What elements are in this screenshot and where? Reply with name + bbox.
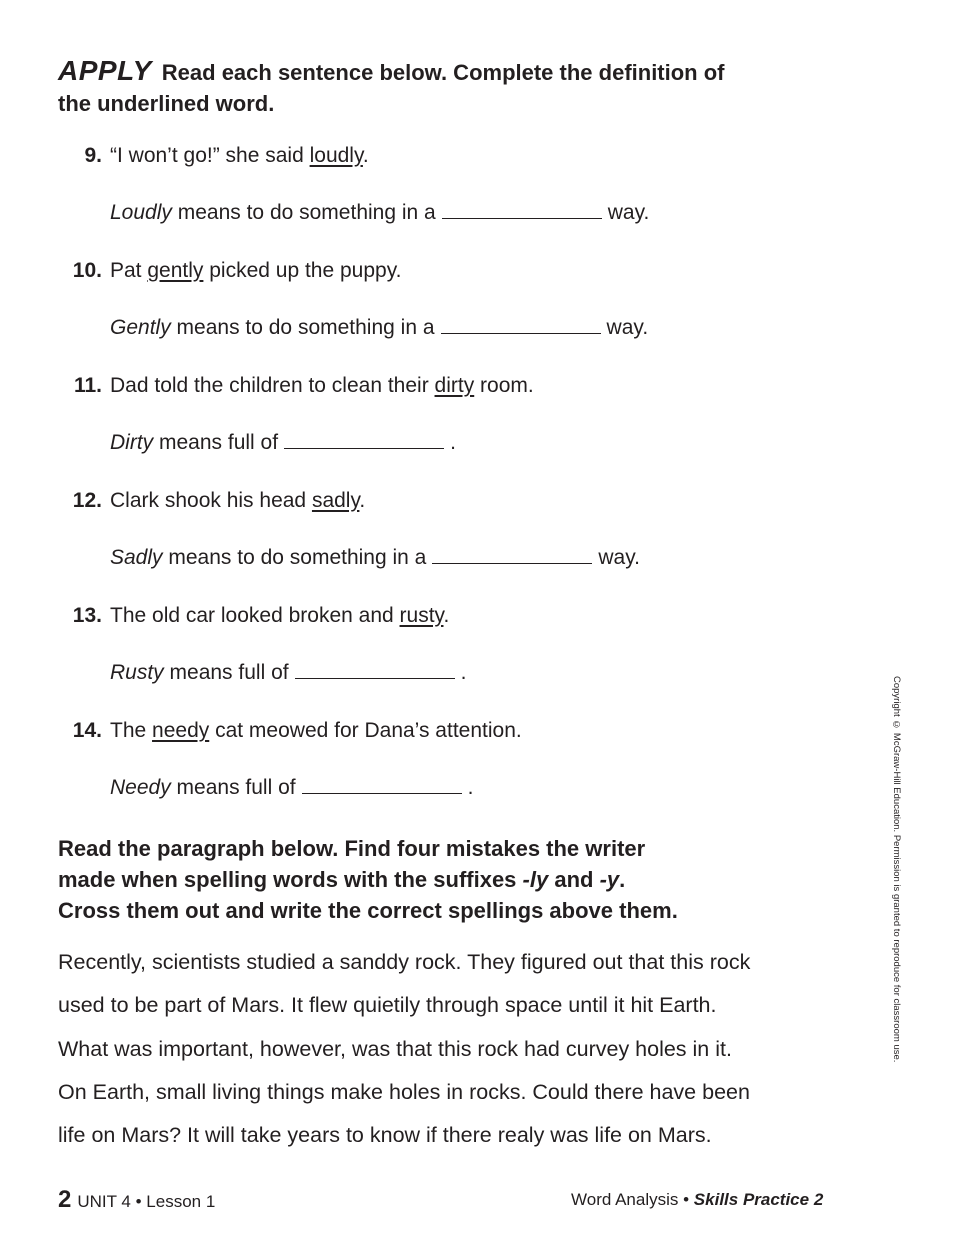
page-number: 2 [58, 1186, 72, 1213]
mars-paragraph [58, 941, 858, 1157]
underlined-word: gently [147, 259, 204, 282]
item-number: 11. [73, 374, 102, 397]
paragraph-line: Recently, scientists studied a sanddy rock. They figured out that this rock [58, 950, 751, 974]
definition-11: Dirty means full of . [110, 431, 456, 454]
apply-label: APPLY [58, 55, 152, 86]
sentence: Pat gently picked up the puppy. [110, 259, 402, 282]
footer-right: Word Analysis • Skills Practice 2 [571, 1190, 824, 1209]
sentence: The needy cat meowed for Dana’s attention. [110, 719, 522, 742]
definition-10: Gently means to do something in a way. [110, 316, 649, 339]
sentence: Dad told the children to clean their dirty room. [110, 374, 534, 397]
apply-instruction: Read each sentence below. Complete the definition of the underlined word. [58, 60, 725, 116]
unit-lesson: UNIT 4 • Lesson 1 [77, 1192, 216, 1211]
footer-left [58, 1186, 215, 1214]
item-number: 10. [72, 259, 102, 282]
underlined-word: rusty [399, 604, 444, 627]
item-number: 14. [72, 719, 102, 742]
copyright-notice: Copyright © McGraw-Hill Education. Permission is granted to reproduce for classroom use. [891, 676, 902, 1063]
answer-blank[interactable] [441, 319, 601, 334]
answer-blank[interactable] [302, 779, 462, 794]
underlined-word: dirty [434, 374, 475, 397]
paragraph-line: On Earth, small living things make holes in rocks. Could there have been [58, 1079, 750, 1104]
item-number: 12. [72, 489, 102, 512]
skills-practice-label: Skills Practice 2 [693, 1190, 824, 1209]
definition-12: Sadly means to do something in a way. [110, 546, 640, 569]
answer-blank[interactable] [432, 549, 592, 564]
definition-9: Loudly means to do something in a way. [110, 201, 650, 224]
suffix-ly: -ly [522, 867, 549, 892]
underlined-word: needy [152, 719, 210, 742]
suffix-y: -y [599, 867, 620, 892]
apply-header [58, 55, 758, 119]
underlined-word: loudly [309, 144, 363, 167]
definition-13: Rusty means full of . [110, 661, 467, 684]
answer-blank[interactable] [295, 664, 455, 679]
paragraph-line: What was important, however, was that this rock had curvey holes in it. [58, 1036, 732, 1061]
underlined-word: sadly [311, 489, 360, 512]
sentence: “I won’t go!” she said loudly. [110, 144, 369, 167]
sentence: Clark shook his head sadly. [110, 489, 366, 512]
item-number: 9. [84, 144, 102, 167]
item-number: 13. [72, 604, 102, 627]
paragraph-line: used to be part of Mars. It flew quietily through space until it hit Earth. [58, 993, 717, 1018]
answer-blank[interactable] [442, 204, 602, 219]
sentence: The old car looked broken and rusty. [110, 604, 450, 627]
answer-blank[interactable] [284, 434, 444, 449]
paragraph-line: life on Mars? It will take years to know if there realy was life on Mars. [58, 1123, 712, 1148]
definition-14: Needy means full of . [110, 776, 474, 799]
paragraph-instructions: Read the paragraph below. Find four mistakes the writer made when spelling words with the suffixes -ly and -y. Cross them out and write the correct spellings above them. [58, 836, 678, 923]
